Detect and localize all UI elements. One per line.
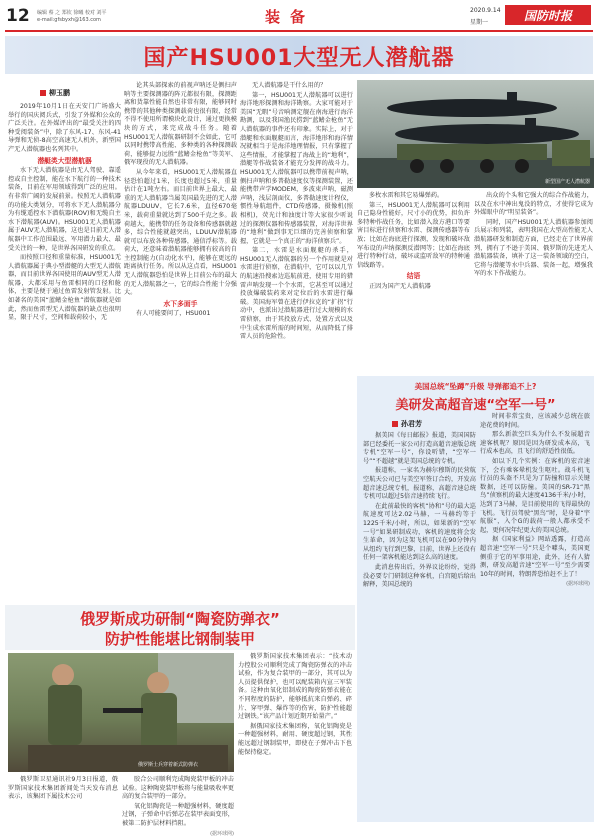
us-paragraph: 那么新款空巨头为什么不发展超音速客机呢？原因是因为研发成本高，飞行成本也高，且飞行的舒适性很低。 — [480, 431, 590, 456]
main-subhead: 结语 — [406, 272, 421, 281]
section-title: 装备 — [265, 8, 316, 26]
issue-date: 2020.9.14 — [470, 7, 501, 14]
page-number: 12 — [6, 6, 30, 26]
us-paragraph: 报道称，一家名为赫尔穆斯的民营航空航天公司已与美空军签订合约，开发高超音速总统专机，报道称，高超音速总统专机可以超过5倍音速持续飞行。 — [363, 467, 476, 501]
russia-paragraph: 俄罗斯国家技术集团表示：“技术动力控股公司顺利完成了陶瓷防弹衣的冲击试验，作为复合装甲的一部分，其可以为人员提供保护，也可以配装箱内宣三军装备。这种由氧化铝制成的陶瓷防弹衣能在不同程度的防护，能够抵抗来自弹药、碎片、穿甲弹、爆炸等的伤害，防护性能超过钢铁。”该产品计划近期开始量产。” — [238, 653, 352, 721]
byline — [40, 88, 70, 98]
russia-title-line1: 俄罗斯成功研制“陶瓷防弹衣” — [80, 610, 280, 628]
main-paragraph: 而按照口径和重量标准，HSU001无人潜航器属于典小型潜艇的大型无人潜航器，而目前世界各国使用的AUV型无人潜航器，大都采用与鱼雷相同的口径和舱体，主要是便于通过鱼雷发射管发射。比如著名的美国“蓝鳍金枪鱼”潜航器就是如此，然而鱼雷型无人潜航器的缺点也很明显，限于尺寸，空间和载荷较小，无 — [8, 254, 121, 322]
russia-paragraph: 胶合公司顺利完成陶瓷装甲板的冲击试验。这种陶瓷装甲板将与能量吸收率更高的复合装甲的一部分。 — [122, 776, 234, 801]
us-paragraph: 据《国家利益》网站透露，打造高超音速“空军一号”只是个噱头，美国更侧重于它的军事用途，此外，还有人猜测，研发高超音速“空军一号”至少需要10年的时间，特朗普恐怕赶不上了！ — [480, 536, 590, 578]
russia-paragraph: 据俄国家技术集团称，氧化铝陶瓷是一种超强材料，耐用、硬度超过钢，其性能远超过钢制装甲，即使在子弹冲击下也能保持稳定。 — [238, 722, 352, 756]
us-byline-author: 孙君芳 — [401, 420, 422, 428]
editor-email: e-mail:gfsbyxh@163.com — [37, 17, 101, 23]
main-paragraph: 多枚水雷和其它易爆弹药。 — [369, 192, 444, 199]
main-paragraph: 2019年10月1日在天安门广场盛大举行的国庆阅兵式，引发了外媒和公众的广泛关注。在外媒评出的“最受关注的四种受阅装备”中，除了东风-17、东风-41导弹和无侦-8高空高速无人机外，新型国产无人潜航器也名列其中。 — [8, 103, 121, 153]
main-col-4 — [357, 192, 470, 375]
soldiers-photo-caption: 俄罗斯士兵穿着新式防弹衣 — [138, 762, 199, 768]
byline-marker — [40, 90, 46, 96]
main-paragraph: 同时，国产HSU001无人潜航器参加阅兵展示和列装，表明我国在大型高性能无人潜航器研发和制造方面，已经走在了世界前列，拥有了不逊于美国、俄罗斯的先进无人潜航器装备，填补了这一装备领域的空白，它将与潜艇等水中兵器、装备一起，增强我军的水下作战能力。 — [474, 218, 593, 278]
masthead — [0, 0, 600, 32]
us-byline — [392, 419, 422, 429]
submarine-photo-art — [357, 80, 594, 188]
newspaper-logo-text: 国防时报 — [523, 8, 572, 23]
russia-col-3 — [122, 776, 234, 837]
us-paragraph: 时间非常宝贵，应该减少总统在旅途花费的时间。 — [480, 413, 590, 429]
main-headline: 国产HSU001大型无人潜航器 — [143, 46, 455, 71]
us-col-2 — [480, 413, 590, 820]
issue-weekday: 星期一 — [470, 19, 489, 26]
us-article-title: 美研发高超音速“空军一号” — [395, 398, 556, 413]
soldiers-photo-art — [8, 653, 234, 772]
byline-author: 柳玉鹏 — [49, 89, 70, 97]
main-col-2 — [124, 82, 237, 601]
main-col-5 — [474, 192, 593, 375]
us-paragraph: 据美国《每日邮报》报道，美国国防部已经委托一家公司打造高超音速版总统专机“空军一号”，你设听错，“空军一号”“不超越”就是美国总统的专机。 — [363, 432, 476, 465]
russia-source: (据环球网) — [210, 830, 234, 837]
main-paragraph: 第一，HSU001无人潜航器可以进行海洋地形探测和海洋勘察。大家可能对于美国“无暇”号音响测定舰在南海进行海洋勘测，以及我国渔民捞到“蓝鳍金枪鱼”无人潜航器的事件还有印象。实际上，对于潜艇和水面舰艇而言，海洋地形和海洋情况就相当于是海洋地理情报，只有掌握了这些情报，才能掌握了海战上的“地利”，潜艇等作战装备才能充分发挥的战斗力。HSU001无人潜航器可以携带前视声呐，侧扫声呐和多普勒速度仪等探测装置，还能携带声学MODEM，多波束声呐，磁测声呐，浅层剖面仪，多普勒速度计程仪，惯性导航组件，CTD传感器，摄像机(照相机)，荧光计和浊度计等大家很少听说过的探测仪器和传感器装置，对海洋世界的“地利”做到事无巨细的完善侦察和掌握，它就是一个真正的“海洋侦察兵”。 — [240, 91, 353, 245]
russia-paragraph: 氧化铝陶瓷是一种超强材料，硬度超过钢，子弹命中后弹芯在装甲表面变形，被第二防护层材料挡阻。 — [122, 802, 234, 827]
main-paragraph: 出众的个头和它强大的综合作战能力，以及在水中神出鬼没的特点，才使得它成为外媒眼中的“明星装备”。 — [474, 192, 593, 217]
main-paragraph: 有人可能要问了，HSU001 — [136, 310, 211, 318]
main-paragraph: 从今年来看，HSU001无人潜航器直径恐怕超过1米，长度也超过5米，重量估计在1吨左右。而目前世界上最大、最重的无人潜航器当属美国最先进的无人潜航器LDUUV，它长7.6米，直径670毫米，载荷重量就达到了500千克之多。载荷越大，能携带的任务设备和传感器就越多，综合性能就越突出，LDUUV潜航器就可以布放各种传感器，通信浮标等。载荷大，还意味着潜航器能够拥有较高的自主控制能力(自动化水平)，能够在更远的距离执行任务。所以从这点看，HSU001无人潜航器恐怕是世界上目前公布的最大的无人潜航器之一，它的综合性能十分强大。 — [124, 168, 237, 297]
russia-col-1 — [8, 776, 118, 824]
main-col-3 — [240, 82, 353, 601]
russia-title-line2: 防护性能堪比钢制装甲 — [104, 630, 255, 648]
editor-line: 编辑 蔡 之 郑钦 徐曦 校对 刘平 — [37, 10, 107, 16]
main-paragraph: 水下无人潜航器是由无人驾驶、靠遥控或自主控制，能在水下航行的一种技术装备，目前在军用领域得到广泛的应用。有非常广阔的发展前景。按照无人潜航器的功能大类划分，可将水下无人潜航器分为有缆遥控水下潜航器(ROV)和无缆自主水下潜航器(AUV)。HSU001无人潜航器属于AUV无人潜航器，这也是目前无人潜航器中工作范围最远、军用潜力最大、最受关注的一种，是世界各国研发的重点。 — [8, 167, 121, 252]
main-paragraph: 论其头部探索的前视声呐还是侧扫声呐等主要探测器的阵元都很有限，探测距离和货靠性能自然也非常有限，能够同时携带的其他种类探测载荷也很有限，经常不得不使用所谓模块化设计，通过更换模块的方式，来完成战斗任务。随着HSU001无人潜航器研制不会如此，它可以同时携带高性能、多种类的各种探测载荷，能够提力远胜“蓝鳍金枪鱼”等美军、俄军现役的无人潜航器。 — [124, 82, 237, 167]
us-paragraph: 在此前最快的客机“协和”号的最大巡航速度可达2.02马赫，一马赫约等于1225千米/小时，所以，如果新的“空军一号”如果研制成功，客机的速度将会发生革命，因为这架飞机可以在90分钟内从纽约飞行到巴黎，目前，世界上还没有任何一架客机能达到这么高的速度。 — [363, 502, 476, 562]
russia-col-2 — [238, 653, 352, 824]
submarine-photo — [357, 80, 594, 188]
newspaper-logo — [505, 5, 591, 25]
main-subhead: 水下多面手 — [163, 299, 198, 308]
us-paragraph: 此消息传出后，外界议论纷纷，觉得没必要专门研制这种客机，白宫随后给出解释，美国总统的 — [363, 563, 476, 589]
main-subhead: 潜艇类大型潜航器 — [37, 156, 92, 165]
header-rule — [5, 30, 593, 32]
us-source: (据环球网) — [566, 581, 590, 588]
us-col-1 — [363, 432, 476, 820]
main-col-1 — [8, 103, 121, 601]
main-paragraph: 第三，HSU001无人潜航器可以利用自己隐身性能好，尺寸小的优势，担负许多特种作战任务，比如潜入敌方港口等要害目标进行侦察和水雷、探测传感器等布放；比如在海底进行探测，发现和破坏敌军布设的声纳探测反潜网等；比如在海底进行特种行动，破坏或监听敌军的特种通信线路等。 — [357, 201, 470, 269]
main-paragraph: 正因为国产无人潜航器 — [369, 282, 431, 290]
us-paragraph: 如以下几个实例：在客机的宏音速下，会有乘客晕机发生呕吐。战斗机飞行员的头盔不只是为了防撞和显示关键数据，还可以防撞。美国的SR-71“黑鸟”侦察机的最大速度4136千米/小时，达到了3马赫，是目前使用的飞得最快的飞机。飞行员驾驶“黑鸟”时，是身着“宇航服”，入个G的载荷一般人都承受不起，更何况年纪更大的美国总统。 — [480, 457, 590, 534]
main-paragraph: 第二，水雷是水面舰艇的杀手，HSU001无人潜航器的另一个作用就是对水雷进行侦察，在潜航中，它可以以几节的航速沿搜索边巡航前进，使用专用的猎雷声呐发现一个个水雷，它甚至可以通过投放爆破装药来对定位后的水雷进行爆破。美国海军曾在进行伊拉克的“扩拐”行动中，也派出过潜航器进行过大规模的水雷侦察，由于其投放方式、处置方式以及中生成水雷所需的时间短，从而降低了排雷人员的危险性。 — [240, 247, 353, 341]
us-byline-marker — [392, 421, 398, 427]
submarine-photo-caption: 新型国产无人潜航器 — [544, 179, 590, 185]
main-paragraph: 无人潜航器是干什么用的？ — [252, 82, 327, 89]
us-article-kicker: 美国总统“坠蹲”升级 导弹都追不上? — [414, 382, 537, 391]
russia-paragraph: 俄罗斯卫星通讯社9月3日报道，俄罗斯国家技术集团新闻处当天发布消息表示，该集团下属技术公司 — [8, 776, 118, 801]
soldiers-photo — [8, 653, 234, 772]
